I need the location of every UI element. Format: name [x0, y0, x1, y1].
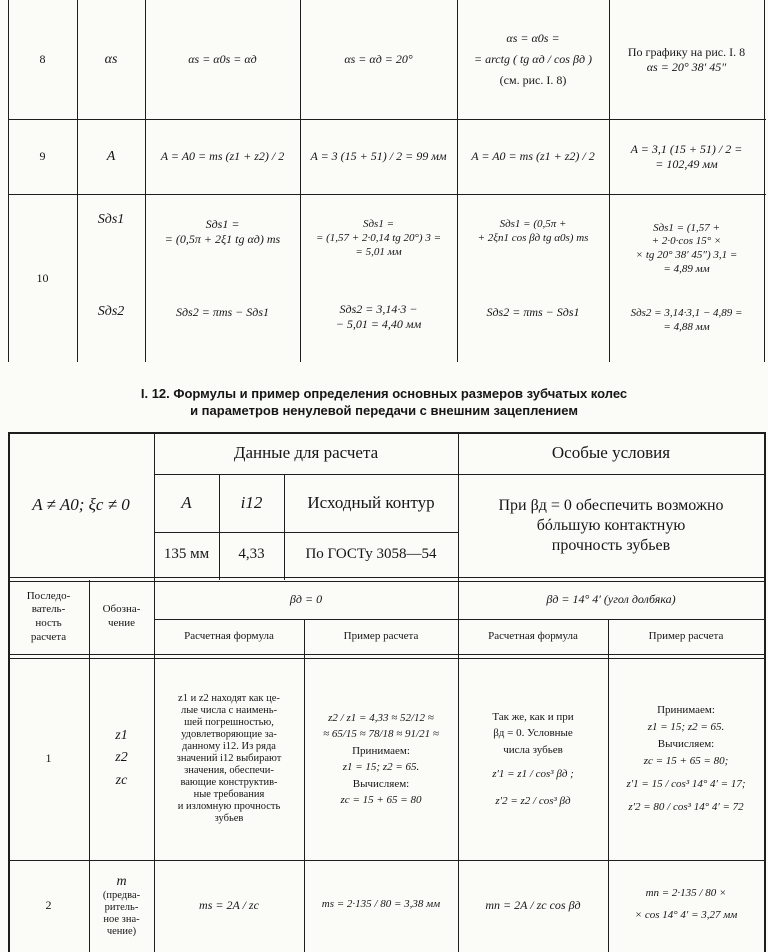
formula-cell: A = A0 = ms (z1 + z2) / 2	[160, 149, 285, 163]
row-number: 10	[36, 270, 49, 285]
example-line: По графику на рис. I. 8	[627, 44, 746, 59]
header-line: ность	[35, 617, 62, 629]
value-i: 4,33	[238, 546, 265, 563]
example-cell	[609, 204, 764, 294]
header-line: Последо-	[26, 589, 71, 602]
row-number: 9	[39, 149, 46, 163]
example-line: A = 3,1 (15 + 51) / 2 =	[630, 141, 743, 156]
symbol-line: чение)	[106, 926, 137, 938]
formula-line: = (0,5π + 2ξ1 tg αд) ms	[164, 232, 281, 246]
example-cell	[300, 292, 457, 342]
text-line: данному i12. Из ряда	[182, 740, 276, 752]
special-title: Особые условия	[551, 443, 671, 463]
formula-line: αs = α0s =	[506, 31, 560, 45]
example-line: z′1 = 15 / cos³ 14° 4′ = 17;	[626, 778, 746, 791]
formula-cell: αs = α0s = αд	[188, 52, 257, 66]
header-line: расчета	[30, 630, 67, 643]
row-number: 1	[45, 751, 52, 765]
example-line: Sдs1 = (1,57 +	[653, 221, 720, 234]
example-line: × cos 14° 4′ = 3,27 мм	[634, 909, 738, 921]
row-symbol: Sдs1	[97, 212, 125, 228]
example-cell	[608, 860, 764, 950]
example-line: = 4,89 мм	[663, 262, 710, 275]
symbol-line: z1	[115, 727, 128, 743]
symbol-line: z2	[115, 750, 128, 766]
example-line: zc = 15 + 65 = 80	[340, 794, 422, 806]
row-symbol: αs	[104, 51, 118, 67]
text-line: значения, обеспечи-	[184, 765, 274, 777]
example-line: − 5,01 = 4,40 мм	[335, 317, 422, 331]
example-line: = (1,57 + 2·0,14 tg 20°) 3 =	[315, 232, 442, 245]
sequence-header	[8, 580, 89, 654]
row-number: 8	[39, 52, 46, 66]
example-cell	[300, 204, 457, 274]
example-line: mn = 2·135 / 80 ×	[645, 887, 727, 900]
formula-line: Sдs1 =	[205, 217, 240, 231]
example-line: × tg 20° 38′ 45″) 3,1 =	[635, 249, 738, 261]
example-line: Sдs2 = 3,14·3 −	[339, 302, 418, 316]
formula-cell	[154, 664, 304, 854]
example-cell	[609, 119, 764, 194]
special-line: При βд = 0 обеспечить возможно	[498, 496, 724, 514]
special-conditions-text	[458, 474, 764, 577]
example-line: = 102,49 мм	[655, 156, 718, 171]
text-line: числа зубьев	[503, 743, 563, 756]
col-contour-label: Исходный контур	[307, 493, 435, 513]
example-line: zc = 15 + 65 = 80;	[643, 755, 729, 767]
symbol-line: zc	[115, 772, 128, 788]
example-line: Sдs2 = 3,14·3,1 − 4,89 =	[630, 307, 743, 320]
top-grid-line	[8, 194, 766, 195]
example-header: Пример расчета	[343, 629, 419, 642]
example-line: Вычисляем:	[657, 737, 715, 750]
text-line: и изломную прочность	[177, 801, 281, 813]
col-i-label: i12	[240, 493, 263, 513]
example-cell	[608, 664, 764, 854]
condition-label: A ≠ A0; ξc ≠ 0	[32, 495, 130, 515]
formula-cell: mn = 2A / zc cos βд	[485, 897, 581, 912]
formula-cell	[457, 204, 609, 260]
formula-line: z′1 = z1 / cos³ βд ;	[492, 768, 574, 781]
header-line: чение	[107, 617, 136, 629]
example-cell: A = 3 (15 + 51) / 2 = 99 мм	[310, 149, 447, 163]
symbol-line: ритель-	[104, 901, 139, 913]
example-line: Принимаем:	[657, 703, 715, 716]
example-cell: ms = 2·135 / 80 = 3,38 мм	[321, 898, 441, 911]
example-header: Пример расчета	[648, 629, 724, 642]
special-line: прочность зубьев	[551, 536, 671, 554]
example-cell	[609, 300, 764, 342]
example-line: = 5,01 мм	[355, 245, 402, 258]
text-line: βд = 0. Условные	[493, 727, 573, 740]
value-contour: По ГОСТу 3058—54	[305, 546, 437, 563]
top-grid-line	[764, 0, 765, 362]
text-line: вающие конструктив-	[180, 777, 278, 789]
formula-cell: Sдs2 = πms − Sдs1	[175, 304, 270, 319]
formula-note: (см. рис. I. 8)	[499, 73, 567, 87]
header-line: ватель-	[31, 603, 66, 616]
grid-line	[764, 432, 766, 952]
formula-cell	[457, 4, 609, 115]
text-line: зубьев	[214, 813, 244, 825]
row-symbol: Sдs2	[97, 304, 125, 320]
col-a-label: A	[181, 493, 192, 513]
section-title: I. 12. Формулы и пример определения основных размеров зубчатых колес	[140, 386, 628, 401]
text-line: значений i12 выбирают	[176, 752, 282, 764]
formula-line: + 2ξn1 cos βд tg α0s) ms	[477, 232, 589, 244]
example-cell: αs = αд = 20°	[344, 52, 413, 66]
text-line: z1 и z2 находят как це-	[178, 692, 280, 704]
value-a: 135 мм	[163, 546, 210, 563]
formula-cell	[145, 204, 300, 260]
row-symbol	[89, 862, 154, 950]
special-line: бóльшую контактную	[536, 516, 686, 534]
formula-cell: A = A0 = ms (z1 + z2) / 2	[471, 149, 595, 163]
formula-cell	[458, 664, 608, 854]
text-line: ные требования	[193, 789, 265, 801]
example-line: z1 = 15; z2 = 65.	[647, 720, 725, 733]
text-line: лые числа с наимень-	[180, 704, 278, 716]
header-line: Обозна-	[102, 603, 141, 616]
example-cell	[304, 664, 458, 854]
formula-line: z′2 = z2 / cos³ βд	[495, 794, 571, 807]
row-symbol: A	[106, 148, 116, 164]
example-line: Sдs1 =	[362, 218, 395, 231]
symbol-line: m	[116, 873, 127, 889]
symbol-line: (предва-	[102, 889, 141, 901]
group-header-beta-angle: βд = 14° 4′ (угол долбяка)	[546, 592, 676, 606]
symbol-line: ное зна-	[103, 914, 140, 926]
symbol-header	[89, 580, 154, 654]
text-line: шей погрешностью,	[184, 716, 274, 728]
row-number: 2	[45, 897, 52, 912]
example-line: Принимаем:	[352, 744, 410, 757]
example-line: = 4,88 мм	[663, 321, 710, 333]
group-header-beta-zero: βд = 0	[289, 592, 323, 606]
example-line: z2 / z1 = 4,33 ≈ 52/12 ≈	[328, 711, 434, 724]
text-line: удовлетворяющие за-	[181, 728, 277, 740]
example-cell	[609, 0, 764, 119]
formula-cell: ms = 2A / zc	[199, 897, 259, 912]
section-subtitle: и параметров ненулевой передачи с внешним зацеплением	[190, 403, 578, 418]
example-line: Вычисляем:	[352, 777, 410, 790]
formula-line: = arctg ( tg αд / cos βд )	[473, 52, 593, 66]
formula-line: Sдs1 = (0,5π +	[499, 218, 567, 231]
formula-cell: Sдs2 = πms − Sдs1	[486, 304, 580, 319]
example-line: αs = 20° 38′ 45″	[646, 59, 727, 74]
example-line: + 2·0·cos 15° ×	[651, 235, 722, 248]
data-title: Данные для расчета	[233, 443, 379, 463]
row-symbols	[89, 657, 154, 860]
example-line: z1 = 15; z2 = 65.	[342, 761, 420, 773]
example-line: ≈ 65/15 ≈ 78/18 ≈ 91/21 ≈	[323, 728, 439, 740]
example-line: z′2 = 80 / cos³ 14° 4′ = 72	[628, 801, 744, 814]
formula-header: Расчетная формула	[488, 629, 578, 642]
formula-header: Расчетная формула	[184, 629, 274, 642]
text-line: Так же, как и при	[492, 710, 574, 723]
